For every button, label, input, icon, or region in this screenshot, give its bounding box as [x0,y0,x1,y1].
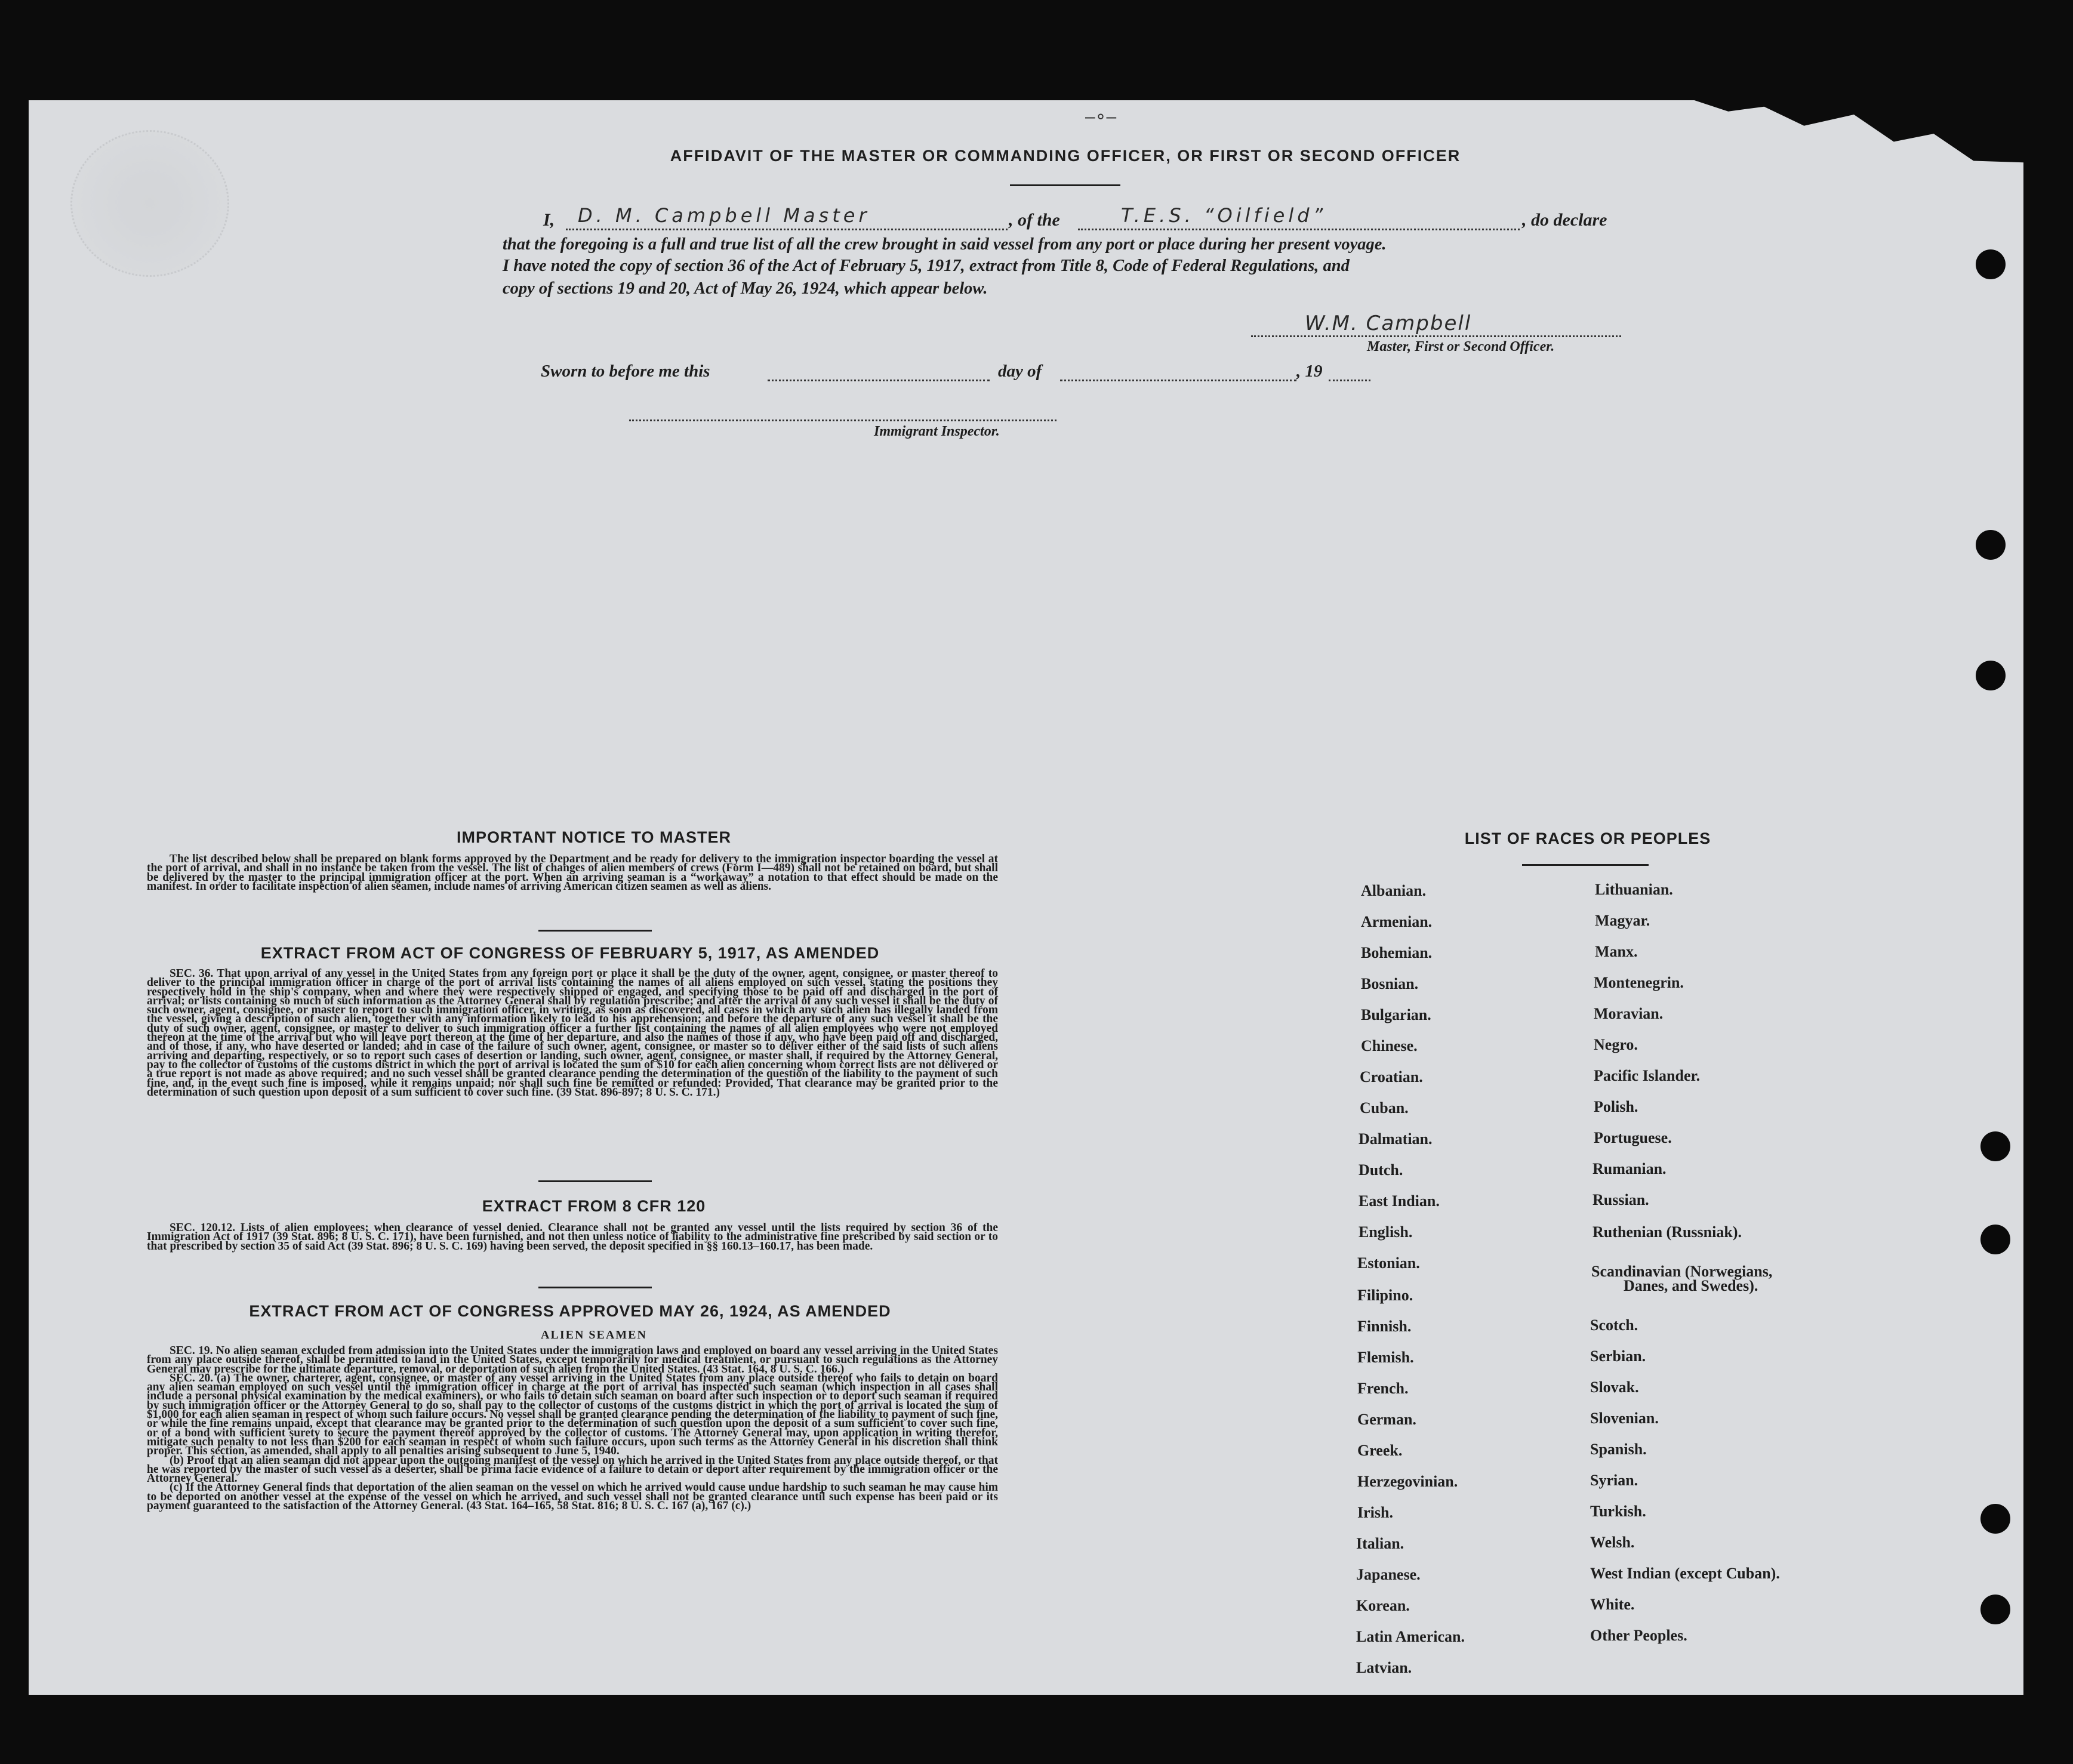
race-item: Croatian. [1360,1068,1423,1085]
race-item: Italian. [1356,1535,1404,1552]
vessel-line [1078,229,1520,230]
affidavit-i: I, [543,210,555,230]
race-item: Armenian. [1361,913,1433,930]
punch-hole [1980,1595,2010,1624]
extract-1917-title: EXTRACT FROM ACT OF CONGRESS OF FEBRUARY 5, 1917, AS AMENDED [260,944,880,962]
section-36-paragraph: SEC. 36. That upon arrival of any vessel in the United States from any foreign port or place it shall be the duty of the owner, agent, consignee, or master thereof to deliver to the principal immigration officer in charge of the port of arrival lists containing the names of all aliens employed on such vessel, stating the positions they respectively hold in the ship's company, when and where they were respectively shipped or engaged, and specifying those to be paid off and discharged in the port of arrival; or lists containing so much of such information as the Attorney General shall by regulation prescribe; and after the arrival of any such vessel it shall be the duty of such owner, agent, consignee, or master to report to such immigration officer, in writing, as soon as discovered, all cases in which any such alien has illegally landed from the vessel, giving a description of such alien, together with any information likely to lead to his apprehension; and before the departure of any such vessel it shall be the duty of such owner, agent, consignee, or master to deliver to such immigration officer a further list containing the names of all alien employees who were not employed thereon at the time of the arrival but who will leave port thereon at the time of her departure, and also the names of those if any, who have been paid off and discharged, and of those, if any, who have deserted or landed; and in case of the failure of such owner, agent, consignee, or master so to deliver either of the said lists of such aliens arriving and departing, respectively, or so to report such cases of desertion or landing, such owner, agent, consignee, or master shall, if required by the Attorney General, pay to the collector of customs of the customs district in which the port of arrival is located the sum of $10 for each alien concerning whom correct lists are not delivered or a true report is not made as above required; and no such vessel shall be granted clearance pending the determination of the question of the liability to the payment of such fine, and, in the event such fine is imposed, while it remains unpaid; nor shall such fine be remitted or refunded: Provided, That clearance may be granted prior to the determination of such question upon deposit of a sum sufficient to cover such fine. (39 Stat. 896-897; 8 U. S. C. 171.) [147,967,998,1099]
race-item: Herzegovinian. [1357,1473,1458,1490]
race-item: White. [1590,1596,1635,1613]
race-item: German. [1357,1411,1416,1428]
notice-body [147,855,998,891]
section-20b-paragraph: (b) Proof that an alien seaman did not appear upon the outgoing manifest of the vessel on which he arrived in the United States from any place outside thereof, or that he was reported by the master of such vessel as a deserter, shall be prima facie evidence of a failure to detain or deport after requirement by the immigration officer or the Attorney General. [147,1454,998,1485]
race-item: Bulgarian. [1361,1006,1431,1023]
master-name-handwritten: D. M. Campbell Master [578,204,870,227]
extract-8cfr-title: EXTRACT FROM 8 CFR 120 [482,1197,706,1215]
race-item: West Indian (except Cuban). [1590,1565,1780,1582]
affidavit-line-2: that the foregoing is a full and true list of all the crew brought in said vessel from any port or place during her present voyage. [503,235,1387,254]
race-item: Manx. [1595,943,1638,960]
section-19-paragraph: SEC. 19. No alien seaman excluded from admission into the United States under the immigration laws and employed on board any vessel arriving in the United States from any place outside thereof, shall be permitted to land in the United States, except temporarily for medical treatment, or pursuant to such regulations as the Attorney General may prescribe for the ultimate departure, removal, or deportation of such alien from the United States. (43 Stat. 164, 8 U. S. C. 166.) [147,1344,998,1376]
race-item: Other Peoples. [1590,1627,1687,1644]
extract-1917-rule [538,1180,652,1182]
race-item: English. [1359,1223,1413,1241]
extract-1924-body [147,1344,998,1513]
notice-rule [538,930,652,932]
race-item: Filipino. [1357,1287,1413,1304]
signature-label: Master, First or Second Officer. [1367,339,1555,354]
race-item: Rumanian. [1593,1160,1667,1177]
race-item: Slovak. [1590,1378,1639,1396]
top-mark: –∘– [1085,107,1117,127]
race-item: Polish. [1594,1098,1638,1115]
extract-1924-title: EXTRACT FROM ACT OF CONGRESS APPROVED MAY 26, 1924, AS AMENDED [249,1302,891,1320]
punch-hole [1980,1225,2010,1254]
race-item: French. [1357,1380,1409,1397]
punch-hole [1976,249,2006,279]
section-20c-paragraph: (c) If the Attorney General finds that deportation of the alien seaman on the vessel on which he arrived would cause undue hardship to such seaman he may cause him to be deported on another vessel at the expense of the vessel on which he arrived, and such vessel shall not be granted clearance until such expense has been paid or its payment guaranteed to the satisfaction of the Attorney General. (43 Stat. 164–165, 58 Stat. 816; 8 U. S. C. 167 (a), 167 (c).) [147,1481,998,1513]
race-item: Bohemian. [1361,944,1433,961]
races-rule [1522,864,1649,866]
section-120-paragraph: SEC. 120.12. Lists of alien employees; when clearance of vessel denied. Clearance shall not be granted any vessel until the lists required by section 36 of the Immigration Act of 1917 (39 Stat. 896; 8 U. S. C. 171), have been furnished, and not then unless notice of liability to the administrative fine prescribed by said section or to that prescribed by section 35 of said Act (39 Stat. 896; 8 U. S. C. 169) having been served, the deposit specified in §§ 160.13–160.17, has been made. [147,1222,998,1253]
affidavit-line-3: I have noted the copy of section 36 of the Act of February 5, 1917, extract from Title 8, Code of Federal Regulations, and [503,257,1350,275]
race-item: Moravian. [1594,1005,1664,1022]
race-item: Latvian. [1356,1659,1412,1676]
alien-seamen-subtitle: ALIEN SEAMEN [541,1328,647,1341]
year-line [1329,380,1370,381]
race-item: Pacific Islander. [1594,1067,1701,1084]
race-item: Dutch. [1359,1161,1403,1179]
race-item: Bosnian. [1361,975,1419,992]
race-item: Chinese. [1361,1037,1418,1054]
race-item: Russian. [1593,1191,1649,1208]
race-item: Estonian. [1357,1254,1420,1272]
race-item: Cuban. [1360,1099,1409,1117]
affidavit-title: AFFIDAVIT OF THE MASTER OR COMMANDING OFFICER, OR FIRST OR SECOND OFFICER [670,147,1461,165]
do-declare-text: , do declare [1522,210,1607,230]
sworn-month-line [1060,380,1296,381]
race-item: Montenegrin. [1594,974,1684,991]
of-the-text: , of the [1009,210,1060,230]
race-item: Dalmatian. [1359,1130,1433,1148]
punch-hole [1980,1504,2010,1534]
extract-1917-body [147,969,998,1097]
extract-8cfr-body [147,1223,998,1251]
race-item: Scandinavian (Norwegians, [1591,1263,1773,1280]
punch-hole [1976,661,2006,690]
affidavit-line-4: copy of sections 19 and 20, Act of May 26, 1924, which appear below. [503,279,988,298]
race-item: Flemish. [1357,1349,1414,1366]
race-item: Finnish. [1357,1318,1412,1335]
race-item: Irish. [1357,1504,1393,1521]
name-line [566,229,1008,230]
race-item: Turkish. [1590,1503,1646,1520]
race-item: Syrian. [1590,1472,1638,1489]
race-item: Negro. [1594,1036,1638,1053]
title-rule [1010,184,1120,186]
race-item: Spanish. [1590,1441,1647,1458]
race-item: Korean. [1356,1597,1410,1614]
race-item: Greek. [1357,1442,1403,1459]
sworn-text: Sworn to before me this [541,362,710,381]
race-item: Japanese. [1356,1566,1421,1583]
race-item: Slovenian. [1590,1410,1659,1427]
race-item: Portuguese. [1594,1129,1672,1146]
race-item: Scotch. [1590,1316,1638,1334]
notice-paragraph: The list described below shall be prepared on blank forms approved by the Department and be ready for delivery to the immigration inspector boarding the vessel at the port of arrival, and shall in no instance be taken from the vessel. The list of changes of alien members of crews (Form I—489) shall not be retained on board, but shall be delivered by the master to the principal immigration officer at the port. When an arriving seaman is a “workaway” a notation to that effect should be made on the manifest. In order to facilitate inspection of alien seamen, include names of arriving American citizen seamen as well as aliens. [147,853,998,893]
race-item: East Indian. [1359,1192,1440,1210]
race-item: Latin American. [1356,1628,1465,1645]
extract-8cfr-rule [538,1287,652,1288]
race-item: Ruthenian (Russniak). [1593,1223,1742,1241]
punch-hole [1980,1131,2010,1161]
signature-line [1251,335,1621,337]
faded-seal-stamp [70,130,229,277]
race-item: Welsh. [1590,1534,1635,1551]
officer-signature: W.M. Campbell [1305,312,1472,335]
punch-hole [1976,530,2006,560]
race-item: Albanian. [1361,882,1427,899]
notice-title: IMPORTANT NOTICE TO MASTER [457,828,731,846]
race-item: Lithuanian. [1595,881,1673,898]
vessel-name-handwritten: T.E.S. “Oilfield” [1121,204,1327,227]
races-title: LIST OF RACES OR PEOPLES [1464,829,1711,847]
year-prefix: , 19 [1296,362,1323,381]
section-20a-paragraph: SEC. 20. (a) The owner, charterer, agent, consignee, or master of any vessel arriving in the United States from any place outside thereof who fails to detain on board any alien seaman employed on such vessel until the immigration officer in charge at the port of arrival has inspected such seaman (which inspection in all cases shall include a personal physical examination by the medical examiners), or who fails to detain such seaman on board after such inspection or to deport such seaman if required by such immigration officer or the Attorney General to do so, shall pay to the collector of customs of the customs district in which the port of arrival is located the sum of $1,000 for each alien seaman in respect of whom such failure occurs. No vessel shall be granted clearance pending the determination of the liability to payment of such fine, or while the fine remains unpaid, except that clearance may be granted prior to the determination of such question upon the deposit of a sum sufficient to cover such fine, or of a bond with sufficient surety to secure the payment thereof approved by the collector of customs. The Attorney General may, upon application in writing therefor, mitigate such penalty to not less than $200 for each seaman in respect of whom such failure occurs, upon such terms as the Attorney General in his discretion shall think proper. This section, as amended, shall apply to all penalties arising subsequent to June 5, 1940. [147,1371,998,1458]
inspector-label: Immigrant Inspector. [874,424,1000,439]
sworn-day-line [768,380,990,381]
day-of-text: day of [998,362,1042,381]
inspector-line [629,420,1056,421]
race-item: Magyar. [1595,912,1650,929]
race-item: Serbian. [1590,1347,1646,1365]
race-item: Danes, and Swedes). [1624,1277,1758,1294]
